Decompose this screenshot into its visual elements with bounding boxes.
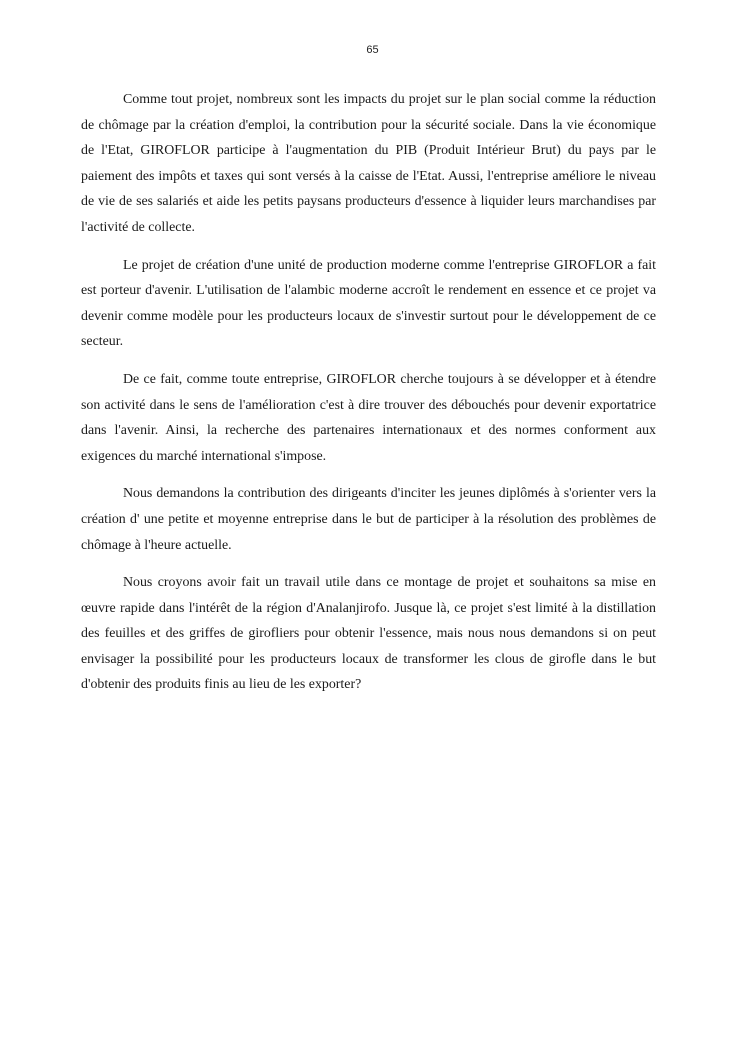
paragraph-social-impacts: Comme tout projet, nombreux sont les impacts du projet sur le plan social comme la réduction de chômage par la création d'emploi, la contribution pour la sécurité sociale. Dans la vie économique de l'Etat, GIROFLOR participe à l'augmentation du PIB (Produit Intérieur Brut) du pays par le paiement des impôts et taxes qui sont versés à la caisse de l'Etat. Aussi, l'entreprise améliore le niveau de vie de ses salariés et aide les petits paysans producteurs d'essence à liquider leurs marchandises par l'activité de collecte. <box>81 92 656 235</box>
page-number: 65 <box>366 44 379 56</box>
body-text <box>81 87 656 710</box>
paragraph-conclusion: Nous croyons avoir fait un travail utile dans ce montage de projet et souhaitons sa mise en œuvre rapide dans l'intérêt de la région d'Analanjirofo. Jusque là, ce projet s'est limité à la distillation des feuilles et des griffes de girofliers pour obtenir l'essence, mais nous nous demandons si on peut envisager la possibilité pour les producteurs locaux de transformer les clous de girofle dans le but d'obtenir des produits finis au lieu de les exporter? <box>81 575 656 693</box>
paragraph-modern-production: Le projet de création d'une unité de production moderne comme l'entreprise GIROFLOR a fait est porteur d'avenir. L'utilisation de l'alambic moderne accroît le rendement en essence et ce projet va devenir comme modèle pour les producteurs locaux de s'investir surtout pour le développement de ce secteur. <box>81 257 656 350</box>
paragraph-development-export: De ce fait, comme toute entreprise, GIROFLOR cherche toujours à se développer et à étendre son activité dans le sens de l'amélioration c'est à dire trouver des débouchés pour devenir exportatrice dans l'avenir. Ainsi, la recherche des partenaires internationaux et des normes conforment aux exigences du marché international s'impose. <box>81 371 656 464</box>
paragraph-young-graduates: Nous demandons la contribution des dirigeants d'inciter les jeunes diplômés à s'orienter vers la création d' une petite et moyenne entreprise dans le but de participer à la résolution des problèmes de chômage à l'heure actuelle. <box>81 486 656 553</box>
